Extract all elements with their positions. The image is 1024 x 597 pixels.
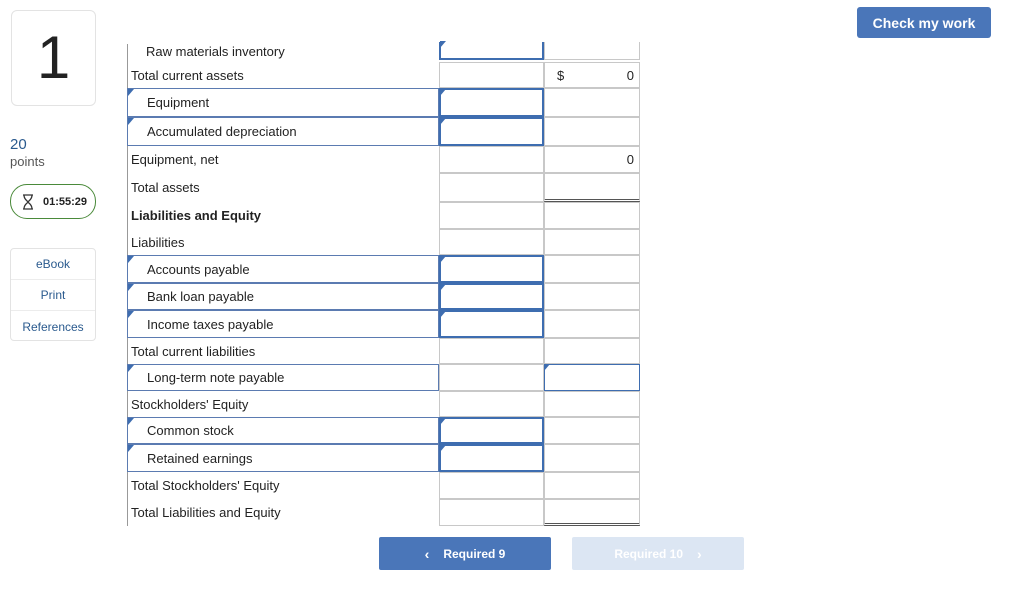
input-marker-icon [128,118,134,125]
amount-cell-col1 [439,338,544,364]
row-label-text: Raw materials inventory [146,43,285,59]
amount-cell-col2 [544,472,640,499]
amount-cell-col2 [544,202,640,229]
row-label-text: Long-term note payable [147,370,285,385]
amount-cell-col2 [544,338,640,364]
prev-required-button[interactable] [379,537,551,570]
table-row [127,472,641,499]
amount-cell-col2 [544,42,640,60]
row-label [127,499,439,526]
question-number: 1 [36,24,71,91]
amount-cell-col2 [544,391,640,417]
next-required-label: Required 10 [614,546,684,561]
amount-cell-col1[interactable] [439,255,544,283]
amount-cell-col2 [544,499,640,526]
table-row [127,202,641,229]
row-label[interactable] [127,444,439,472]
amount-cell-col1 [439,229,544,255]
amount-cell-col1[interactable] [439,42,544,60]
chevron-right-icon: › [697,545,702,562]
side-menu [10,248,96,341]
points-label: points [10,154,45,169]
points-value: 20 [10,136,27,153]
row-label[interactable] [127,255,439,283]
amount-cell-col2 [544,62,640,88]
row-label-text: Total current liabilities [131,343,256,359]
table-row [127,364,641,391]
table-row [127,417,641,444]
input-marker-icon [128,89,134,96]
amount-cell-col1[interactable] [439,283,544,310]
references-link[interactable]: References [22,319,84,334]
table-row [127,229,641,255]
amount-cell-col2 [544,444,640,472]
row-label[interactable] [127,283,439,310]
row-label-text: Liabilities [131,234,185,250]
amount-cell-col2 [544,173,640,202]
table-row [127,117,641,146]
amount-cell-col1 [439,391,544,417]
row-label [127,229,439,255]
amount-cell-col1[interactable] [439,88,544,117]
amount-cell-col1 [439,472,544,499]
amount-cell-col1[interactable] [439,310,544,338]
question-number-card [11,10,96,106]
amount-cell-col1[interactable] [439,117,544,146]
input-marker-icon [128,418,134,425]
amount-cell-col1 [439,499,544,526]
prev-required-label: Required 9 [443,546,506,561]
row-label-text: Income taxes payable [147,316,274,332]
table-row [127,62,641,88]
amount-cell-col2 [544,417,640,444]
table-row [127,391,641,417]
next-required-button[interactable] [572,537,744,570]
row-label-text: Total assets [131,180,200,195]
amount-cell-col1 [439,173,544,202]
row-label[interactable] [127,310,439,338]
amount-cell-col2 [544,310,640,338]
row-label [127,338,439,364]
amount-cell-col2[interactable] [544,364,640,391]
row-label-text: Equipment, net [131,152,219,167]
row-label-text: Equipment [147,95,210,110]
row-label-text: Stockholders' Equity [131,396,249,412]
row-label-text: Bank loan payable [147,289,254,304]
amount-cell-col1[interactable] [439,444,544,472]
row-label[interactable] [127,417,439,444]
chevron-left-icon: ‹ [424,545,430,562]
table-row [127,310,641,338]
table-row [127,146,641,173]
row-label-text: Retained earnings [147,450,253,466]
amount-cell-col1[interactable] [439,417,544,444]
input-marker-icon [128,284,134,291]
row-label[interactable] [127,117,439,146]
amount-value: 0 [626,152,634,167]
hourglass-icon [21,194,35,210]
row-label[interactable] [127,88,439,117]
row-label-text: Total current assets [131,67,244,83]
row-label-text: Liabilities and Equity [131,208,262,223]
row-label [127,146,439,173]
currency-symbol: $ [557,68,565,83]
table-row [127,88,641,117]
input-marker-icon [128,365,134,372]
row-label [127,391,439,417]
row-label [127,173,439,202]
table-row [127,444,641,472]
amount-cell-col2 [544,88,640,117]
row-label [127,472,439,499]
amount-cell-col2 [544,283,640,310]
input-marker-icon [128,311,134,318]
row-label[interactable] [127,364,439,391]
table-row [127,338,641,364]
table-row [127,283,641,310]
amount-cell-col2 [544,229,640,255]
row-label-text: Total Stockholders' Equity [131,478,280,493]
amount-cell-col1 [439,202,544,229]
row-label-text: Common stock [147,423,234,438]
input-marker-icon [128,256,134,263]
input-marker-icon [128,445,134,452]
check-my-work-button[interactable]: Check my work [857,7,991,38]
table-row [127,42,641,60]
row-label-text: Total Liabilities and Equity [131,505,281,520]
amount-cell-col1 [439,146,544,173]
print-link[interactable]: Print [11,280,95,311]
table-row [127,173,641,202]
row-label [127,202,439,229]
table-row [127,499,641,526]
row-label [127,42,439,60]
amount-cell-col2 [544,117,640,146]
amount-cell-col1 [439,62,544,88]
balance-sheet-table [127,44,641,526]
table-row [127,255,641,283]
row-label [127,62,439,88]
amount-value: 0 [626,68,634,83]
amount-cell-col2 [544,146,640,173]
amount-cell-col2 [544,255,640,283]
amount-cell-col1[interactable] [439,364,544,391]
timer-text: 01:55:29 [43,195,88,208]
row-label-text: Accumulated depreciation [147,124,297,139]
row-label-text: Accounts payable [147,261,250,277]
timer-badge[interactable] [10,184,96,219]
ebook-link[interactable]: eBook [11,249,95,280]
